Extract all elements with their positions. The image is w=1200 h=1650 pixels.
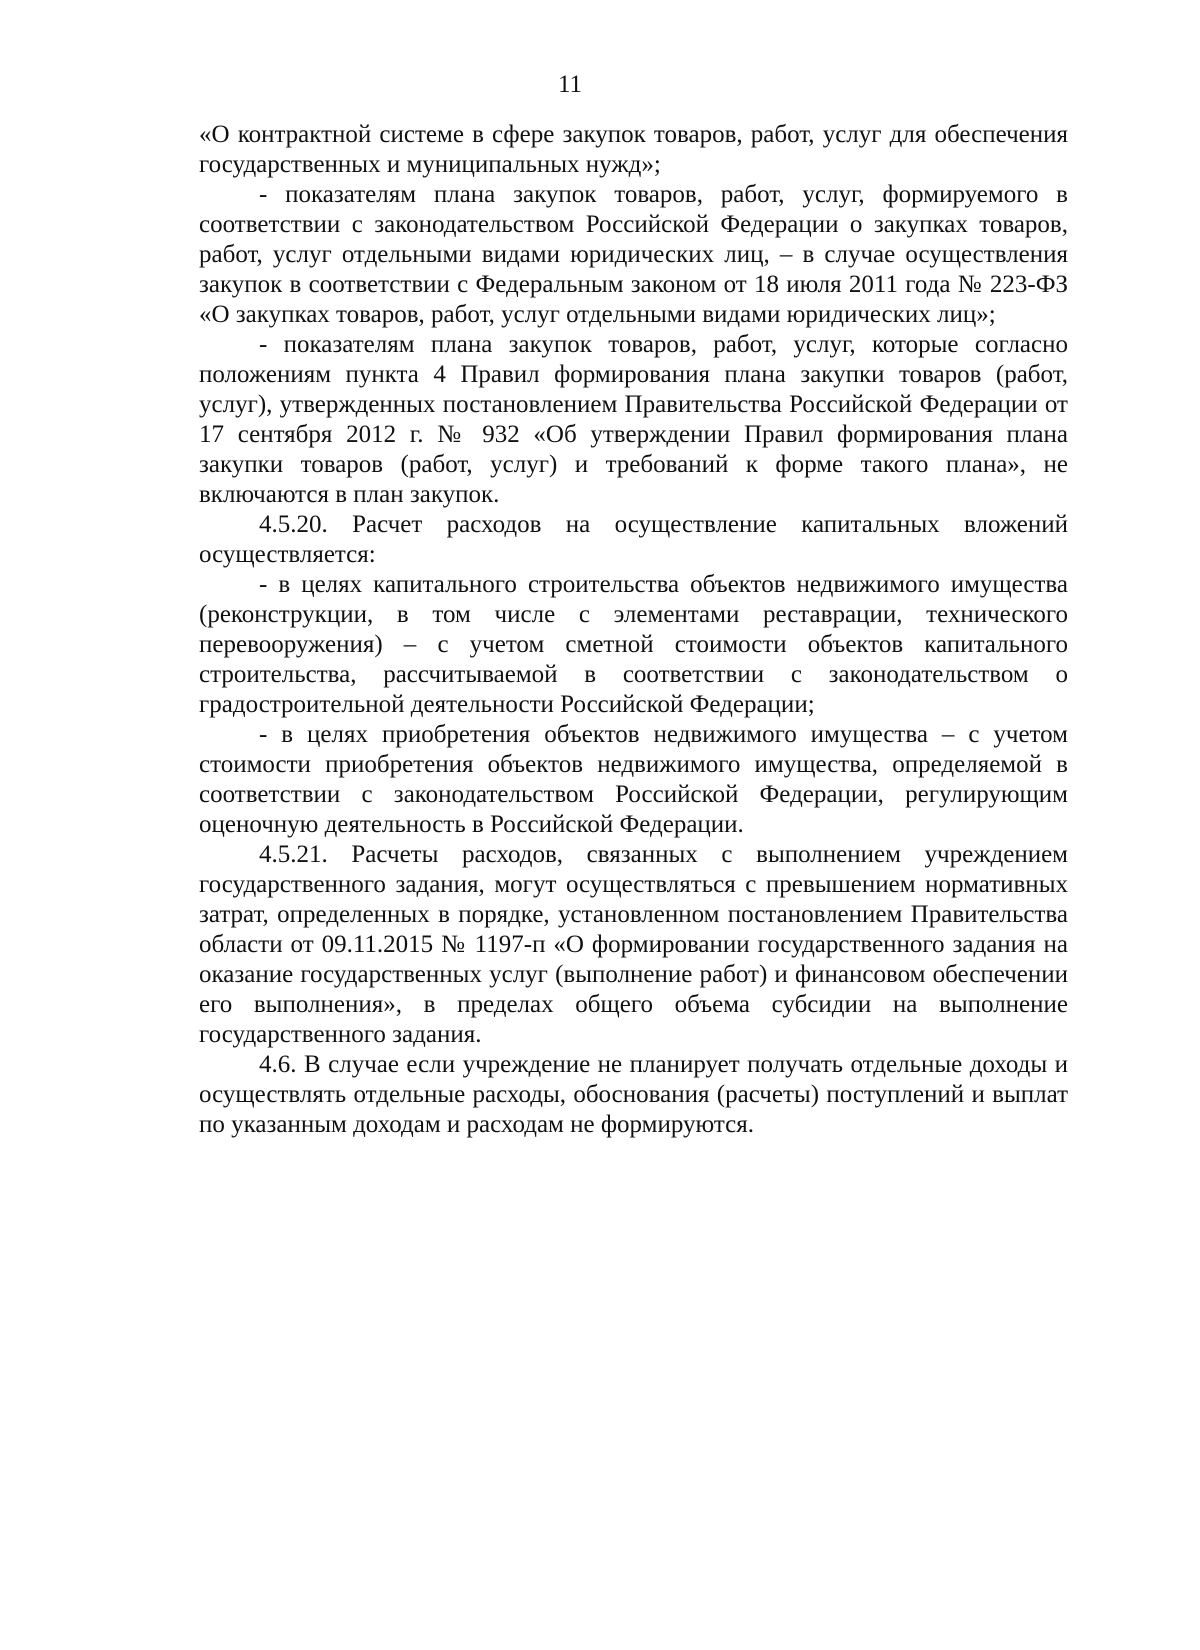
paragraph-law-reference-continuation: «О контрактной системе в сфере закупок товаров, работ, услуг для обеспечения государственных и муниципальных нужд»; <box>199 121 1068 178</box>
paragraph-real-estate-acquisition: - в целях приобретения объектов недвижимого имущества – с учетом стоимости приобретения объектов недвижимого имущества, определяемой в соответствии с законодательством Российской Федерации, регулирующим оценочную деятельность в Российской Федерации. <box>199 721 1068 838</box>
paragraph-4-5-20-capital-investments: 4.5.20. Расчет расходов на осуществление капитальных вложений осуществляется: <box>199 511 1068 568</box>
paragraph-capital-construction: - в целях капитального строительства объектов недвижимого имущества (реконструкции, в том числе с элементами реставрации, технического перевооружения) – с учетом сметной стоимости объектов капитального строительства, рассчитываемой в соответствии с законодательством о градостроительной деятельности Российской Федерации; <box>199 571 1068 718</box>
paragraph-4-6-no-planned-income: 4.6. В случае если учреждение не планирует получать отдельные доходы и осуществлять отдельные расходы, обоснования (расчеты) поступлений и выплат по указанным доходам и расходам не формируются. <box>199 1051 1068 1138</box>
page-number: 11 <box>557 71 583 98</box>
paragraph-procurement-plan-exclusions: - показателям плана закупок товаров, работ, услуг, которые согласно положениям пункта 4 Правил формирования плана закупки товаров (работ, услуг), утвержденных постановлением Правительства Российской Федерации от 17 сентября 2012 г. № 932 «Об утверждении Правил формирования плана закупки товаров (работ, услуг) и требований к форме такого плана», не включаются в план закупок. <box>199 331 1068 508</box>
paragraph-procurement-plan-223fz: - показателям плана закупок товаров, работ, услуг, формируемого в соответствии с законодательством Российской Федерации о закупках товаров, работ, услуг отдельными видами юридических лиц, – в случае осуществления закупок в соответствии с Федеральным законом от 18 июля 2011 года № 223-ФЗ «О закупках товаров, работ, услуг отдельными видами юридических лиц»; <box>199 181 1068 328</box>
paragraph-4-5-21-state-assignment: 4.5.21. Расчеты расходов, связанных с выполнением учреждением государственного задания, могут осуществляться с превышением нормативных затрат, определенных в порядке, установленном постановлением Правительства области от 09.11.2015 № 1197-п «О формировании государственного задания на оказание государственных услуг (выполнение работ) и финансовом обеспечении его выполнения», в пределах общего объема субсидии на выполнение государственного задания. <box>199 841 1068 1048</box>
document-body <box>199 120 1068 1140</box>
